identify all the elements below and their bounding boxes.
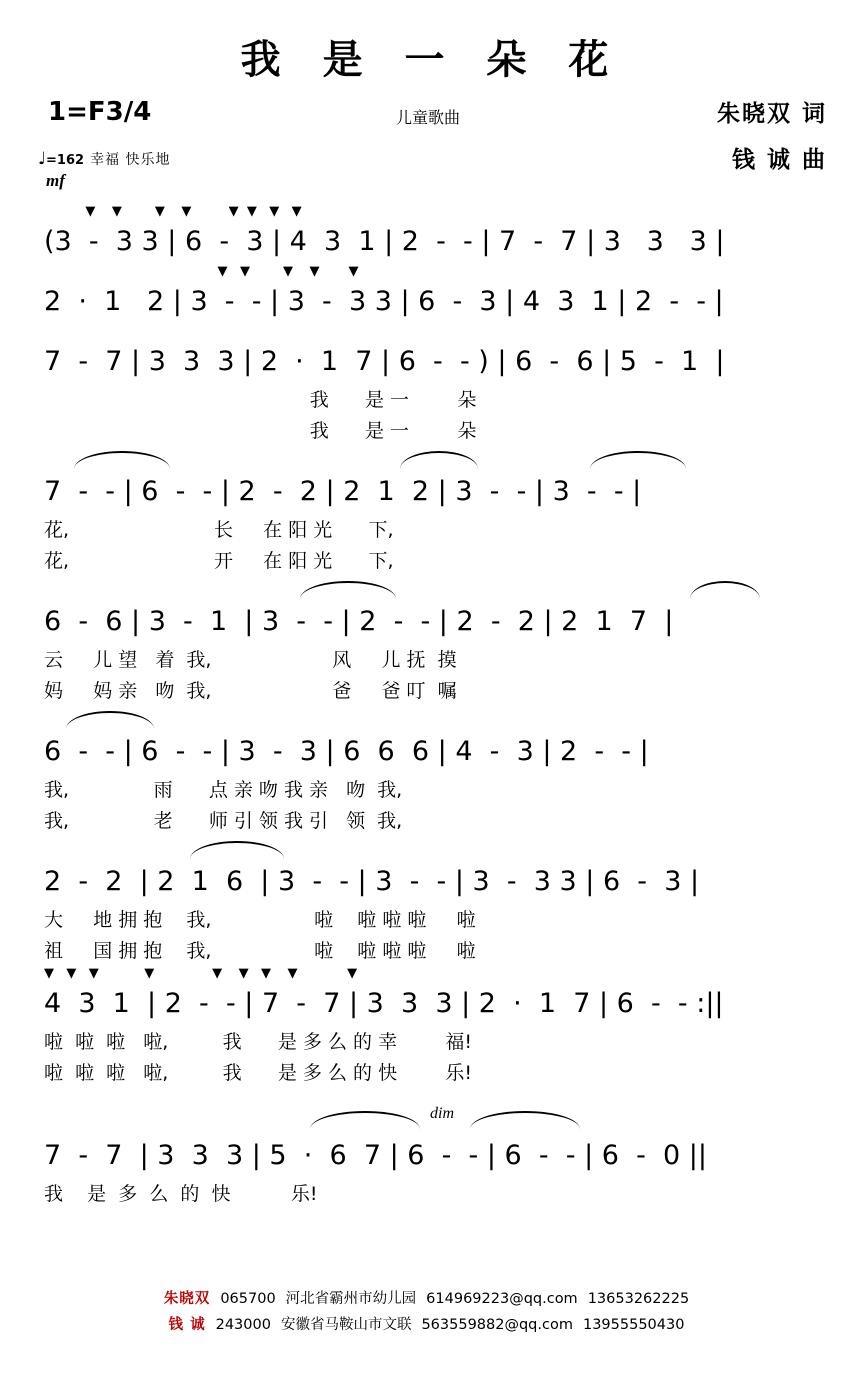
- footer-address: 河北省霸州市幼儿园: [285, 1291, 417, 1307]
- lyric-line: 我, 老 师 引 领 我 引 领 我,: [44, 810, 403, 832]
- slur: [470, 1111, 580, 1129]
- lyric-line: 花, 开 在 阳 光 下,: [44, 550, 394, 572]
- music-system: [0, 967, 863, 1089]
- slur: [590, 451, 686, 469]
- tempo-marking: [38, 149, 171, 169]
- slur-layer: [0, 1107, 863, 1133]
- lyric-line: 云 儿 望 着 我, 风 儿 抚 摸: [44, 649, 457, 671]
- slur: [74, 451, 170, 469]
- music-system: [0, 265, 863, 325]
- footer-email: 563559882@qq.com: [421, 1317, 573, 1333]
- quarter-note-icon: ♩: [38, 149, 47, 169]
- music-system: [0, 577, 863, 707]
- music-system: [0, 447, 863, 577]
- slur: [66, 711, 154, 729]
- footer-contact: [0, 1286, 863, 1338]
- footer-phone: 13653262225: [587, 1291, 690, 1307]
- footer-postcode: 243000: [215, 1317, 271, 1333]
- footer-postcode: 065700: [220, 1291, 276, 1307]
- tempo-mood: 幸福 快乐地: [90, 152, 171, 168]
- lyricist-credit: 朱晓双 词: [716, 101, 827, 127]
- articulation-marks: ▼ ▼ ▼ ▼ ▼ ▼ ▼ ▼: [44, 204, 302, 219]
- slur-layer: [0, 837, 863, 859]
- note-line: 7 - - | 6 - - | 2 - 2 | 2 1 2 | 3 - - | 3 - - |: [44, 476, 642, 507]
- dim-annotation: dim: [430, 1105, 454, 1122]
- dynamic-marking: mf: [46, 171, 65, 190]
- footer-line: [0, 1286, 863, 1312]
- page-title: 我 是 一 朵 花: [240, 37, 623, 83]
- footer-address: 安徽省马鞍山市文联: [280, 1317, 412, 1333]
- lyric-line: 我 是 一 朵: [44, 420, 477, 442]
- music-body: [0, 205, 863, 1210]
- music-system: [0, 707, 863, 837]
- articulation-marks: ▼ ▼ ▼ ▼ ▼ ▼ ▼ ▼ ▼: [44, 966, 358, 981]
- music-system: [0, 325, 863, 447]
- note-line: 4 3 1 | 2 - - | 7 - 7 | 3 3 3 | 2 · 1 7 | 6 - - :||: [44, 988, 724, 1019]
- footer-phone: 13955550430: [582, 1317, 685, 1333]
- slur-layer: [0, 707, 863, 729]
- genre-label: 儿童歌曲: [396, 108, 461, 127]
- slur: [300, 581, 396, 599]
- lyric-line: 我, 雨 点 亲 吻 我 亲 吻 我,: [44, 779, 403, 801]
- note-line: 7 - 7 | 3 3 3 | 5 · 6 7 | 6 - - | 6 - - | 6 - 0 ||: [44, 1140, 707, 1171]
- lyric-line: 我 是 多 么 的 快 乐!: [44, 1183, 318, 1205]
- music-system: [0, 1107, 863, 1210]
- note-line: 6 - 6 | 3 - 1 | 3 - - | 2 - - | 2 - 2 | 2 1 7 |: [44, 606, 674, 637]
- slur: [190, 841, 284, 859]
- music-system: [0, 837, 863, 967]
- note-line: 2 - 2 | 2 1 6 | 3 - - | 3 - - | 3 - 3 3 | 6 - 3 |: [44, 866, 700, 897]
- lyric-line: 大 地 拥 抱 我, 啦 啦 啦 啦 啦: [44, 909, 476, 931]
- composer-credit: 钱 诚 曲: [731, 147, 827, 173]
- note-line: 2 · 1 2 | 3 - - | 3 - 3 3 | 6 - 3 | 4 3 1 | 2 - - |: [44, 286, 724, 317]
- slur-layer: [0, 447, 863, 469]
- lyric-line: 啦 啦 啦 啦, 我 是 多 么 的 快 乐!: [44, 1062, 473, 1084]
- lyric-line: 我 是 一 朵: [44, 389, 477, 411]
- footer-name: 钱 诚: [168, 1317, 206, 1333]
- slur: [310, 1111, 420, 1129]
- note-line: 6 - - | 6 - - | 3 - 3 | 6 6 6 | 4 - 3 | 2 - - |: [44, 736, 649, 767]
- lyric-line: 花, 长 在 阳 光 下,: [44, 519, 394, 541]
- slur: [690, 581, 760, 599]
- lyric-line: 祖 国 拥 抱 我, 啦 啦 啦 啦 啦: [44, 940, 476, 962]
- footer-name: 朱晓双: [163, 1291, 211, 1307]
- footer-email: 614969223@qq.com: [426, 1291, 578, 1307]
- note-line: (3 - 3 3 | 6 - 3 | 4 3 1 | 2 - - | 7 - 7 | 3 3 3 |: [44, 226, 725, 257]
- slur: [400, 451, 478, 469]
- slur-layer: [0, 577, 863, 599]
- footer-line: [0, 1312, 863, 1338]
- music-system: [0, 205, 863, 265]
- tempo-bpm: =162: [46, 153, 85, 168]
- lyric-line: 啦 啦 啦 啦, 我 是 多 么 的 幸 福!: [44, 1031, 473, 1053]
- key-signature: 1=F3/4: [48, 97, 152, 127]
- articulation-marks: [0, 325, 863, 339]
- articulation-marks: ▼ ▼ ▼ ▼ ▼: [44, 264, 359, 279]
- note-line: 7 - 7 | 3 3 3 | 2 · 1 7 | 6 - - ) | 6 - 6 | 5 - 1 |: [44, 346, 725, 377]
- lyric-line: 妈 妈 亲 吻 我, 爸 爸 叮 嘱: [44, 680, 457, 702]
- header-meta: [0, 91, 863, 203]
